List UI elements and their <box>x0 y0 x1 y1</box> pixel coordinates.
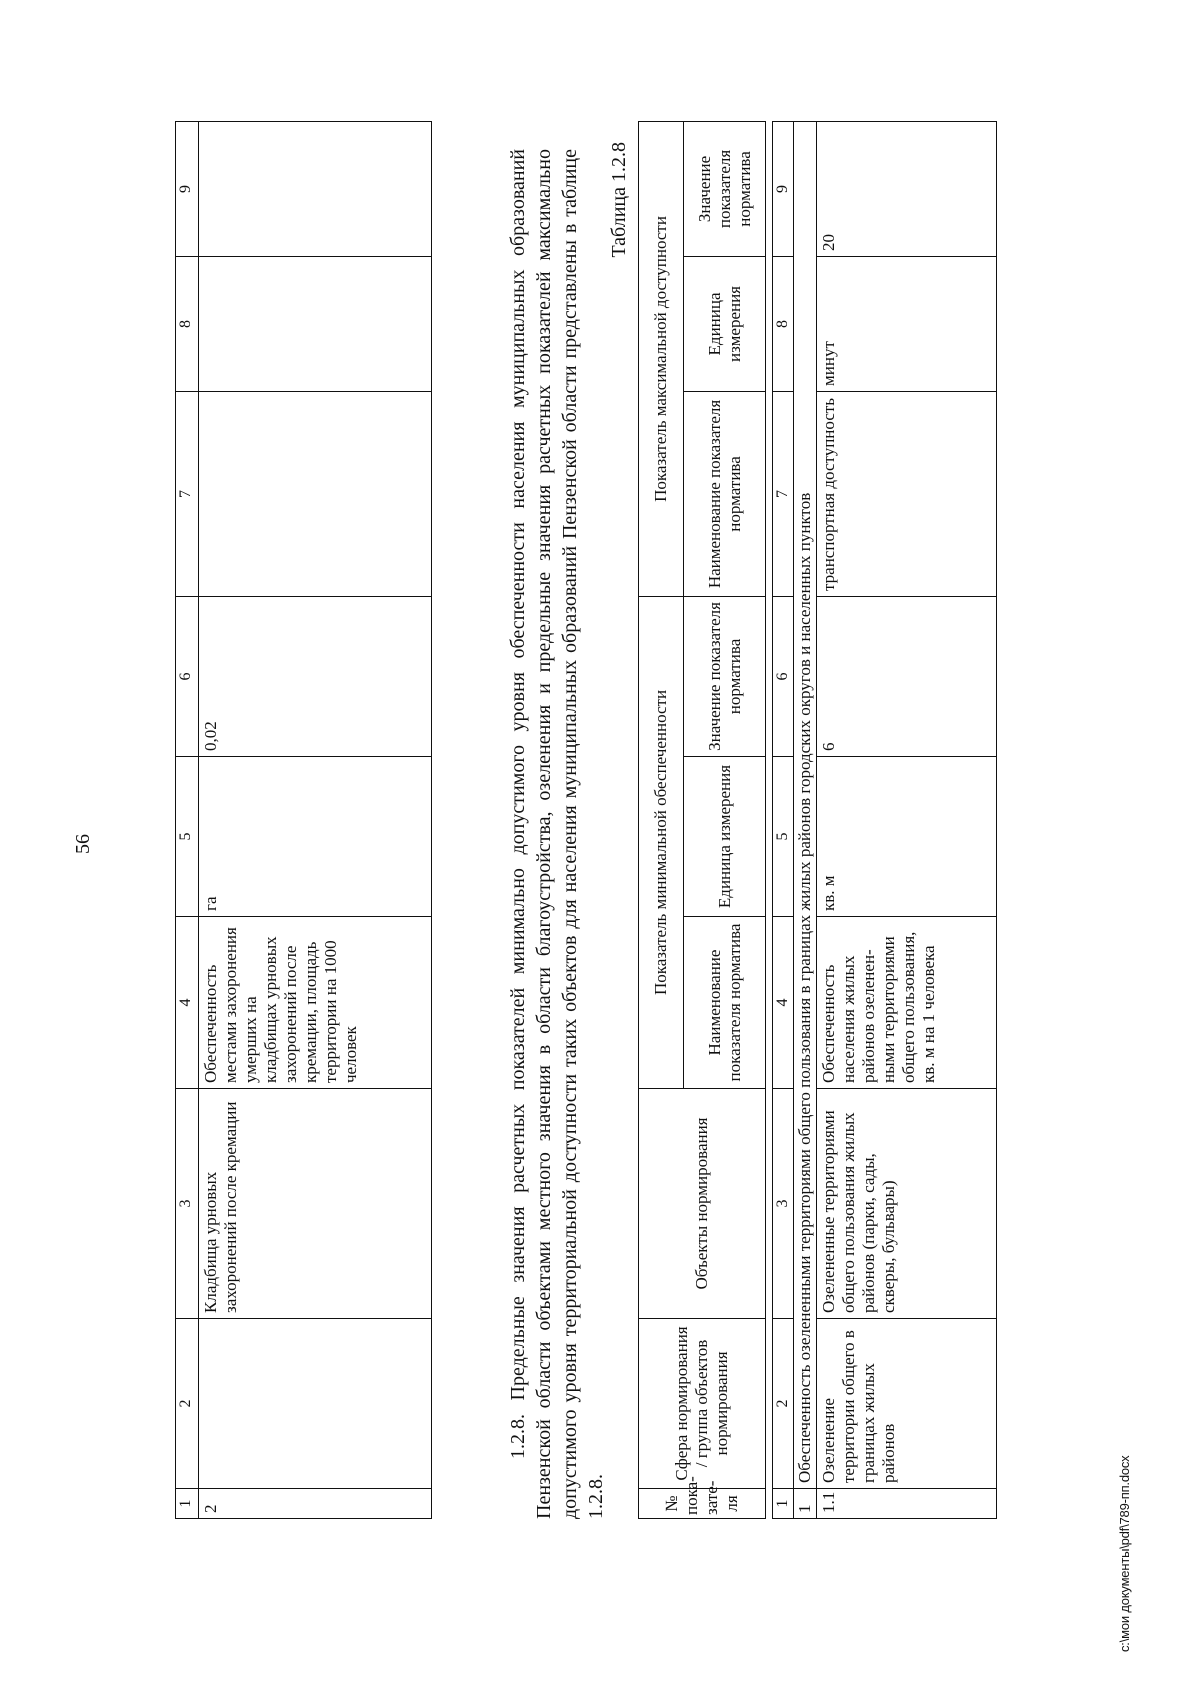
cell-access-value <box>199 122 432 257</box>
cell-objects: Кладбища урновых захоронений после кремации <box>199 1089 432 1319</box>
body-paragraph: 1.2.8. Предельные значения расчетных показателей минимально допустимого уровня обеспеченности населения муниципальных образований Пензенской области объектами местного значения в области благоустройства, озеленения и предельные значения расчетных показателей максимально допустимого уровня территориальной доступности таких объектов для населения муниципальных образований Пензенской области представлены в таблице 1.2.8. <box>507 149 607 1519</box>
column-number-row <box>773 121 794 1518</box>
header-num: № пока-зате-ля <box>639 1489 766 1519</box>
cell-access-name <box>199 392 432 597</box>
section-row <box>794 121 817 1518</box>
table-1-2-8 <box>638 121 997 1519</box>
column-number: 5 <box>773 757 794 917</box>
cell-indicator-name: Обеспеченность населения жилых районов озеленен-ными территориями общего пользования, кв. м на 1 человека <box>817 917 997 1089</box>
column-number: 1 <box>773 1489 794 1519</box>
section-num: 1 <box>794 1489 817 1519</box>
cell-access-value: 20 <box>817 121 997 256</box>
header-min-value: Значение показателя норматива <box>684 596 766 756</box>
column-number: 8 <box>176 257 199 392</box>
header-objects: Объекты нормирования <box>639 1089 766 1319</box>
cell-access-unit: минут <box>817 256 997 391</box>
header-max-name: Наименование показателя норматива <box>684 391 766 596</box>
column-number: 6 <box>773 596 794 756</box>
header-min-name: Наименование показателя норматива <box>684 917 766 1089</box>
cell-objects: Озелененные территориями общего пользования жилых районов (парки, сады, скверы, бульвары) <box>817 1089 997 1319</box>
table-row <box>817 121 997 1518</box>
column-number: 9 <box>773 121 794 256</box>
table-caption: Таблица 1.2.8 <box>608 142 630 258</box>
header-separator <box>766 121 773 1518</box>
column-number: 1 <box>176 1489 199 1519</box>
header-max-unit: Единица измерения <box>684 256 766 391</box>
cell-index: 1.1 <box>817 1489 997 1519</box>
cell-value: 0,02 <box>199 597 432 757</box>
cell-unit: га <box>199 757 432 917</box>
header-sphere: Сфера нормирования / группа объектов нормирования <box>639 1319 766 1489</box>
column-number: 4 <box>773 917 794 1089</box>
column-number: 7 <box>773 391 794 596</box>
cell-unit: кв. м <box>817 757 997 917</box>
section-title: Обеспеченность озелененными территориями общего пользования в границах жилых районов городских округов и населенных пунктов <box>794 121 817 1488</box>
column-number: 2 <box>773 1319 794 1489</box>
column-number: 8 <box>773 256 794 391</box>
page-number: 56 <box>72 834 94 854</box>
separator-cell <box>766 121 773 1518</box>
column-number: 7 <box>176 392 199 597</box>
column-number: 2 <box>176 1319 199 1489</box>
column-number: 5 <box>176 757 199 917</box>
column-number: 3 <box>176 1089 199 1319</box>
cell-sphere: Озеленение территории общего в границах жилых районов <box>817 1319 997 1489</box>
header-row-1 <box>639 121 684 1518</box>
column-number-row <box>176 122 199 1519</box>
cell-indicator-name: Обеспеченность местами захоронения умерших на кладбищах урновых захоронений после кремации, площадь территории на 1000 человек <box>199 917 432 1089</box>
cell-access-unit <box>199 257 432 392</box>
column-number: 4 <box>176 917 199 1089</box>
table-row <box>199 122 432 1519</box>
header-min-group: Показатель минимальной обеспеченности <box>639 596 684 1088</box>
footer-file-path: c:\мои документы\pdf\789-пп.docx <box>1117 1455 1132 1652</box>
cell-sphere <box>199 1319 432 1489</box>
cell-access-name: транспортная доступность <box>817 391 997 596</box>
header-max-group: Показатель максимальной доступности <box>639 121 684 596</box>
header-max-value: Значение показателя норматива <box>684 121 766 256</box>
column-number: 9 <box>176 122 199 257</box>
column-number: 3 <box>773 1089 794 1319</box>
cell-value: 6 <box>817 596 997 756</box>
cell-index: 2 <box>199 1489 432 1519</box>
column-number: 6 <box>176 597 199 757</box>
header-min-unit: Единица измерения <box>684 757 766 917</box>
continued-table <box>175 121 432 1519</box>
